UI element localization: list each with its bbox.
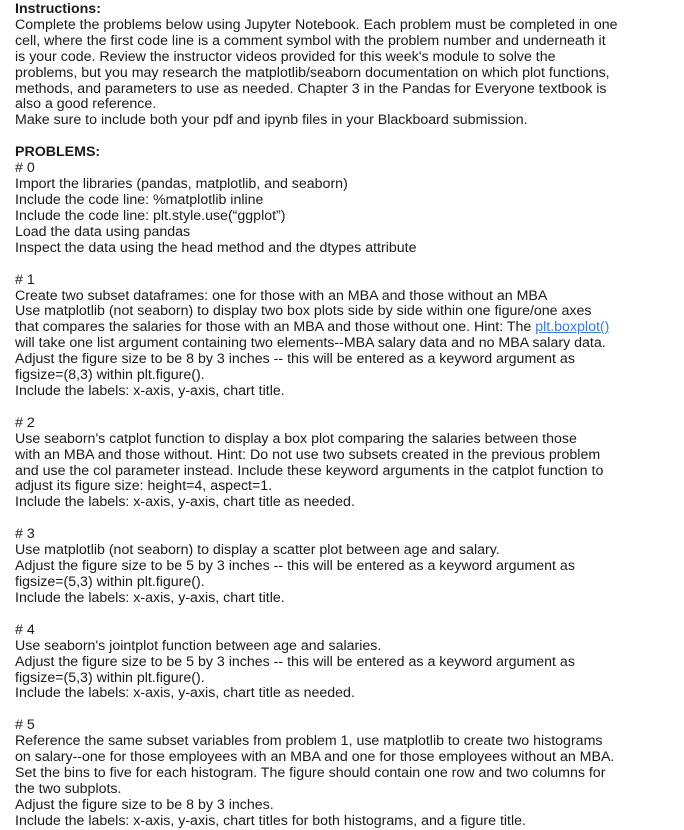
problem-line: adjust its figure size: height=4, aspect=1. [15,478,273,495]
problem-0-section [15,145,670,256]
problem-line: Load the data using pandas [15,223,191,240]
problem-line: and use the col parameter instead. Include these keyword arguments in the catplot function to [15,462,604,479]
problem-line: Include the labels: x-axis, y-axis, chart titles for both histograms, and a figure title. [15,812,526,829]
problem-line: Include the labels: x-axis, y-axis, chart title. [15,382,285,399]
instructions-line: Make sure to include both your pdf and ipynb files in your Blackboard submission. [15,112,528,129]
problem-line: the two subplots. [15,780,122,797]
instructions-line: also a good reference. [15,96,157,113]
problem-line: Use seaborn's catplot function to display a box plot comparing the salaries between those [15,430,577,447]
problem-line: figsize=(8,3) within plt.figure(). [15,367,205,384]
problem-text: that compares the salaries for those with an MBA and those without one. Hint: The [15,319,536,336]
problem-line: on salary--one for those employees with an MBA and one for those employees without an MBA. [15,749,615,766]
problem-4-section [15,623,670,703]
spacer [15,511,670,527]
problem-line: Use matplotlib (not seaborn) to display two box plots side by side within one figure/one axes [15,303,592,320]
instructions-line: methods, and parameters to use as needed. Chapter 3 in the Pandas for Everyone textbook is [15,80,607,97]
problem-number: # 4 [15,621,35,638]
problem-line: Include the labels: x-axis, y-axis, chart title. [15,589,285,606]
spacer [15,607,670,623]
problem-number: # 1 [15,271,35,288]
instructions-line: Complete the problems below using Jupyter Notebook. Each problem must be completed in one [15,16,618,33]
instructions-line: is your code. Review the instructor videos provided for this week's module to solve the [15,48,556,65]
problem-5-section [15,718,670,829]
problem-line: with an MBA and those without. Hint: Do not use two subsets created in the previous problem [15,446,601,463]
problem-line: Reference the same subset variables from problem 1, use matplotlib to create two histograms [15,733,603,750]
problem-number: # 5 [15,717,35,734]
problem-line [15,320,670,336]
problems-heading: PROBLEMS: [15,144,101,161]
problem-line: figsize=(5,3) within plt.figure(). [15,669,205,686]
problem-line: Create two subset dataframes: one for those with an MBA and those without an MBA [15,287,548,304]
problem-line: Include the labels: x-axis, y-axis, chart title as needed. [15,494,355,511]
problem-line: Include the code line: plt.style.use(“ggplot”) [15,207,286,224]
instructions-section [15,2,670,129]
problem-number: # 0 [15,160,35,177]
problem-1-section [15,273,670,400]
instructions-line: cell, where the first code line is a comment symbol with the problem number and underneath it [15,32,606,49]
problem-line: Import the libraries (pandas, matplotlib, and seaborn) [15,176,348,193]
problem-line: Inspect the data using the head method and the dtypes attribute [15,239,417,256]
problem-line: Adjust the figure size to be 8 by 3 inches -- this will be entered as a keyword argument as [15,351,575,368]
instructions-line: problems, but you may research the matplotlib/seaborn documentation on which plot functions, [15,64,610,81]
problem-line: Use seaborn's jointplot function between age and salaries. [15,637,382,654]
problem-2-section [15,416,670,511]
problem-line: Include the labels: x-axis, y-axis, chart title as needed. [15,685,355,702]
problem-line: Adjust the figure size to be 5 by 3 inches -- this will be entered as a keyword argument as [15,653,575,670]
problem-line: Include the code line: %matplotlib inline [15,191,264,208]
problem-line: Use matplotlib (not seaborn) to display a scatter plot between age and salary. [15,542,500,559]
problem-line: figsize=(5,3) within plt.figure(). [15,574,205,590]
problem-number: # 2 [15,414,35,431]
problem-number: # 3 [15,526,35,543]
instructions-heading: Instructions: [15,1,101,17]
problem-line: Set the bins to five for each histogram. The figure should contain one row and two columns for [15,765,606,782]
problem-line: will take one list argument containing two elements--MBA salary data and no MBA salary data. [15,335,606,352]
problem-3-section [15,527,670,607]
spacer [15,257,670,273]
spacer [15,129,670,145]
spacer [15,702,670,718]
plt-boxplot-link[interactable]: plt.boxplot() [535,319,610,336]
problem-line: Adjust the figure size to be 8 by 3 inches. [15,796,274,813]
problem-line: Adjust the figure size to be 5 by 3 inches -- this will be entered as a keyword argument as [15,558,575,575]
spacer [15,400,670,416]
